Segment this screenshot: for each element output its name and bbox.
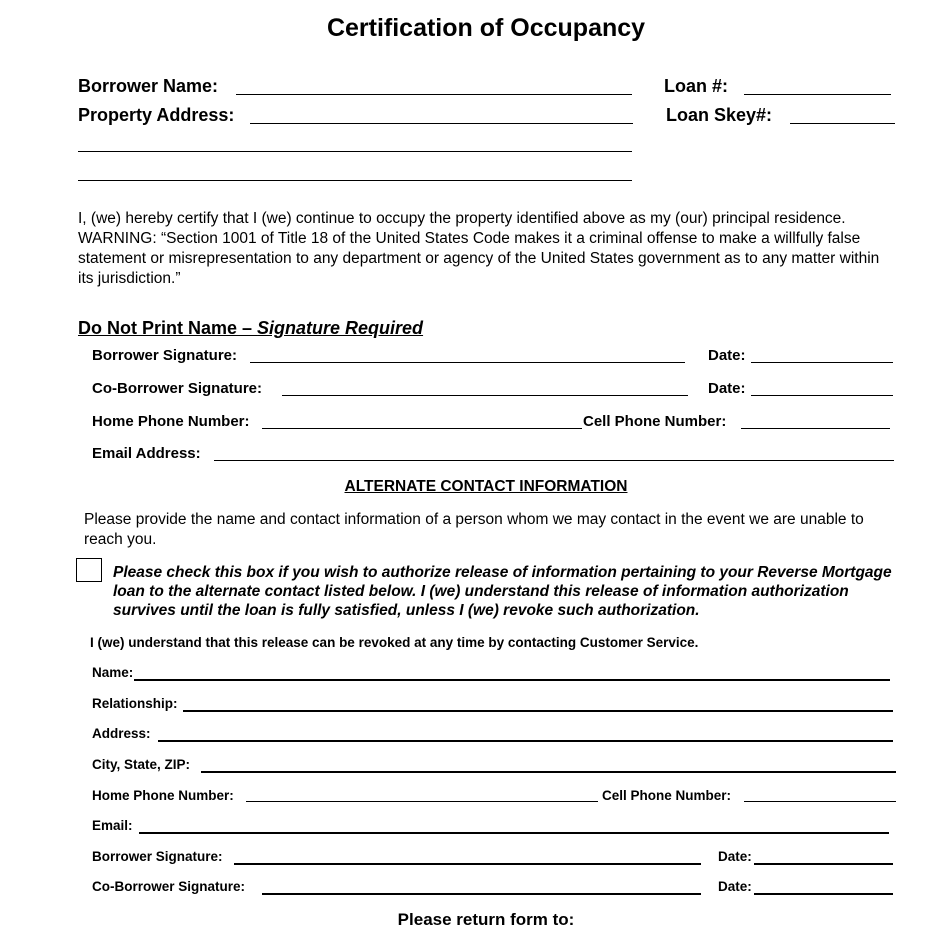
alt-co-borrower-signature-label: Co-Borrower Signature: [92,879,246,894]
borrower-signature-field[interactable] [250,362,685,363]
alt-name-field[interactable] [134,679,890,681]
borrower-date-field[interactable] [751,362,893,363]
certification-text: I, (we) hereby certify that I (we) continue to occupy the property identified above as my (our) principal residence. WARNING: “Section 1001 of Title 18 of the United States Code makes it a criminal offense to make a willfully false statement or misrepresentation to any department or agency of the United States government as to any matter within its jurisdiction.” [78,210,880,287]
loan-number-label: Loan #: [664,76,729,96]
revocation-note: I (we) understand that this release can be revoked at any time by contacting Customer Service. [90,635,699,650]
authorization-checkbox[interactable] [76,558,102,582]
email-address-label: Email Address: [92,445,201,462]
cell-phone-label: Cell Phone Number: [583,413,727,430]
property-address-line-3[interactable] [78,180,632,181]
borrower-name-label: Borrower Name: [78,76,219,96]
signature-heading-prefix: Do Not Print Name – [78,318,258,338]
alternate-contact-instructions: Please provide the name and contact information of a person whom we may contact in the event we are unable to reach you. [84,511,864,548]
alt-relationship-field[interactable] [183,710,893,712]
alt-borrower-date-label: Date: [718,849,752,864]
property-address-field[interactable] [250,123,633,124]
alt-cell-phone-label: Cell Phone Number: [602,788,732,803]
signature-heading-emphasis: Signature Required [257,318,424,338]
authorization-text: Please check this box if you wish to authorize release of information pertaining to your Reverse Mortgage loan to the alternate contact listed below. I (we) understand this release of information authorization survives until the loan is fully satisfied, unless I (we) revoke such authorization. [113,564,892,619]
home-phone-field[interactable] [262,428,582,429]
borrower-date-label: Date: [708,347,746,364]
alt-borrower-signature-field[interactable] [234,863,701,865]
alt-address-label: Address: [92,726,151,741]
loan-skey-field[interactable] [790,123,895,124]
alt-city-state-zip-label: City, State, ZIP: [92,757,191,772]
borrower-signature-label: Borrower Signature: [92,347,238,364]
alt-borrower-date-field[interactable] [754,863,893,865]
property-address-line-2[interactable] [78,151,632,152]
home-phone-label: Home Phone Number: [92,413,250,430]
cell-phone-field[interactable] [741,428,890,429]
co-borrower-date-field[interactable] [751,395,893,396]
co-borrower-signature-field[interactable] [282,395,688,396]
alt-co-borrower-date-field[interactable] [754,893,893,895]
borrower-name-field[interactable] [236,94,632,95]
alt-co-borrower-date-label: Date: [718,879,752,894]
loan-number-field[interactable] [744,94,891,95]
alt-email-field[interactable] [139,832,889,834]
co-borrower-signature-label: Co-Borrower Signature: [92,380,263,397]
page-title: Certification of Occupancy [326,14,646,42]
co-borrower-date-label: Date: [708,380,746,397]
signature-section-heading [78,318,423,339]
email-address-field[interactable] [214,460,894,461]
alt-borrower-signature-label: Borrower Signature: [92,849,223,864]
alt-co-borrower-signature-field[interactable] [262,893,701,895]
return-instructions: Please return form to: [397,910,575,929]
alt-home-phone-field[interactable] [246,801,598,802]
alt-address-field[interactable] [158,740,893,742]
loan-skey-label: Loan Skey#: [666,105,773,125]
alt-relationship-label: Relationship: [92,696,178,711]
alt-cell-phone-field[interactable] [744,801,896,802]
alt-name-label: Name: [92,665,134,680]
alt-home-phone-label-text: Home Phone Number: [92,788,234,803]
alt-city-state-zip-field[interactable] [201,771,896,773]
alt-email-label: Email: [92,818,133,833]
alternate-contact-heading: ALTERNATE CONTACT INFORMATION [344,478,628,495]
alt-home-phone-label [92,788,234,803]
property-address-label: Property Address: [78,105,235,125]
